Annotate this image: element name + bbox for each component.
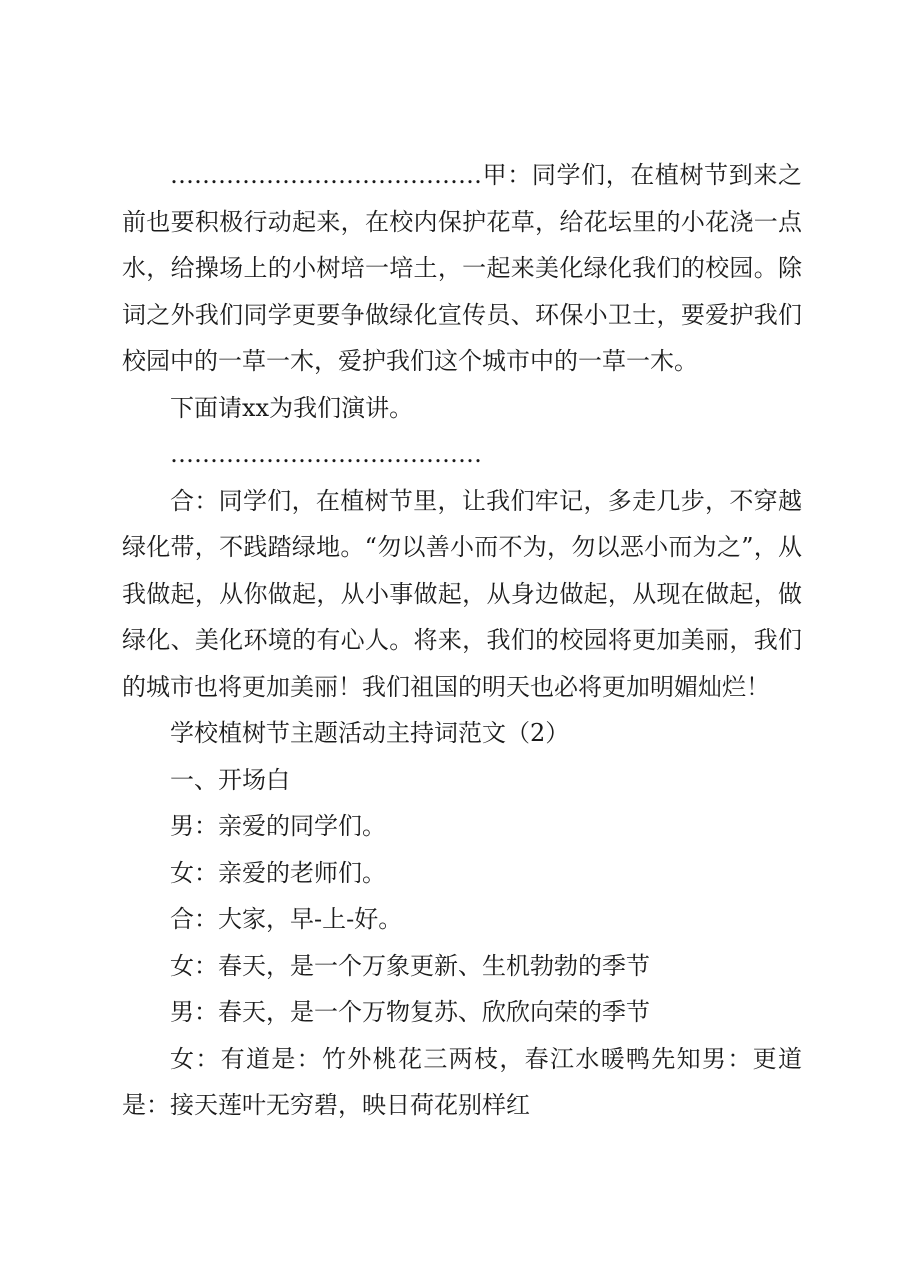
paragraph-speech-intro: 下面请xx为我们演讲。	[170, 393, 414, 422]
dialogue-line: 女：有道是：竹外桃花三两枝，春江水暖鸭先知男：更道是：接天莲叶无穷碧，映日荷花别样红	[122, 1044, 802, 1119]
dialogue-line: 男：亲爱的同学们。	[170, 812, 386, 840]
dialogue-line: 女：亲爱的老师们。	[170, 858, 386, 887]
document-body	[122, 152, 802, 1129]
subheading-opening: 一、开场白	[170, 765, 290, 794]
dialogue-line: 合：大家，早-上-好。	[170, 905, 403, 933]
paragraph-intro: …………………………………甲：同学们，在植树节到来之前也要积极行动起来，在校内保护花草，给花坛里的小花浇一点水，给操场上的小树培一培土，一起来美化绿化我们的校园。除词之外我们同学更要争做绿化宣传员、环保小卫士，要爱护我们校园中的一草一木，爱护我们这个城市中的一草一木。	[122, 161, 802, 375]
dialogue-line: 女：春天，是一个万象更新、生机勃勃的季节	[170, 951, 650, 980]
paragraph-ellipsis: …………………………………	[170, 440, 482, 468]
paragraph-closing: 合：同学们，在植树节里，让我们牢记，多走几步，不穿越绿化带，不践踏绿地。“勿以善小而不为，勿以恶小而为之”，从我做起，从你做起，从小事做起，从身边做起，从现在做起，做绿化、美化环境的有心人。将来，我们的校园将更加美丽，我们的城市也将更加美丽！我们祖国的明天也必将更加明媚灿烂！	[122, 486, 802, 701]
dialogue-line: 男：春天，是一个万物复苏、欣欣向荣的季节	[170, 998, 650, 1026]
section-heading: 学校植树节主题活动主持词范文（2）	[170, 719, 570, 747]
